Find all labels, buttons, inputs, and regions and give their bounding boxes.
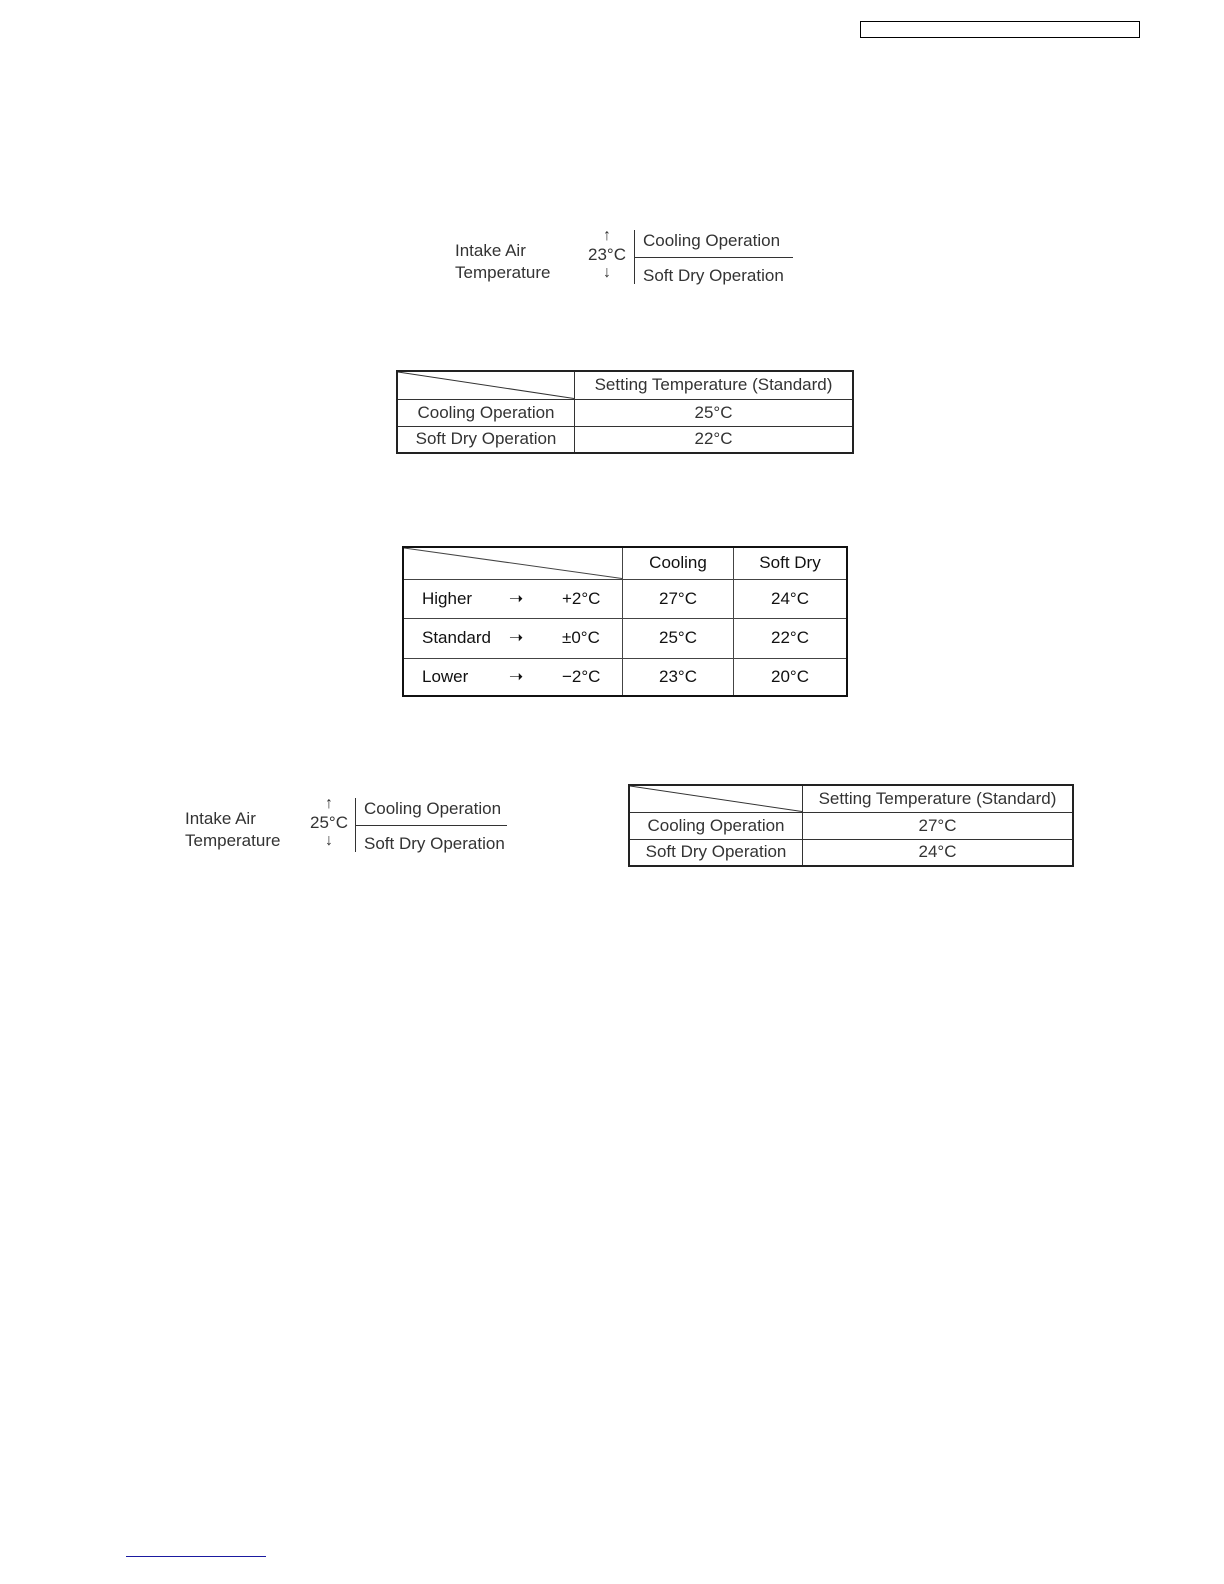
arrow-icon: ➝ (509, 588, 524, 608)
row-header-standard: Standard ➝ ±0°C (403, 618, 623, 658)
value-cell: 25°C (575, 399, 854, 426)
intake-air-diagram-1 (455, 227, 795, 290)
row-header-higher: Higher ➝ +2°C (403, 579, 623, 618)
setting-temperature-table-2 (628, 784, 1074, 867)
soft-dry-cell: 22°C (734, 618, 848, 658)
corner-cell (397, 371, 575, 399)
setting-temperature-table-1 (396, 370, 854, 454)
corner-cell (629, 785, 803, 812)
soft-dry-cell: 20°C (734, 658, 848, 696)
mode-cell: Soft Dry Operation (629, 839, 803, 866)
mode-cell: Cooling Operation (397, 399, 575, 426)
value-cell: 22°C (575, 426, 854, 453)
divider-horizontal (634, 257, 793, 258)
threshold-temperature (307, 796, 351, 849)
intake-air-label: Intake Air Temperature (455, 241, 551, 282)
above-threshold-mode: Cooling Operation (364, 799, 502, 818)
footer-link-underline[interactable] (126, 1556, 266, 1557)
intake-air-label: Intake Air Temperature (185, 809, 281, 850)
value-cell: 27°C (803, 812, 1074, 839)
above-threshold-mode: Cooling Operation (643, 231, 781, 250)
down-arrow-icon: ↓ (325, 832, 333, 849)
mode-cell: Cooling Operation (629, 812, 803, 839)
value-cell: 24°C (803, 839, 1074, 866)
mode-cell: Soft Dry Operation (397, 426, 575, 453)
cooling-cell: 25°C (623, 618, 734, 658)
up-arrow-icon: ↑ (325, 795, 333, 812)
divider-horizontal (355, 825, 507, 826)
column-header: Setting Temperature (Standard) (803, 785, 1074, 812)
row-header-lower: Lower ➝ −2°C (403, 658, 623, 696)
up-arrow-icon: ↑ (603, 227, 611, 244)
cooling-cell: 27°C (623, 579, 734, 618)
column-header-cooling: Cooling (623, 547, 734, 579)
temperature-adjustment-table (402, 546, 848, 697)
down-arrow-icon: ↓ (603, 264, 611, 281)
threshold-value: 25°C (310, 813, 348, 832)
column-header-soft-dry: Soft Dry (734, 547, 848, 579)
arrow-icon: ➝ (509, 628, 524, 647)
arrow-icon: ➝ (509, 666, 524, 686)
column-header: Setting Temperature (Standard) (575, 371, 854, 399)
below-threshold-mode: Soft Dry Operation (364, 834, 505, 853)
cooling-cell: 23°C (623, 658, 734, 696)
intake-air-diagram-2 (185, 795, 510, 858)
below-threshold-mode: Soft Dry Operation (643, 266, 784, 285)
header-box (860, 21, 1140, 38)
threshold-value: 23°C (588, 245, 626, 264)
soft-dry-cell: 24°C (734, 579, 848, 618)
threshold-temperature (585, 228, 629, 281)
corner-cell (403, 547, 623, 579)
